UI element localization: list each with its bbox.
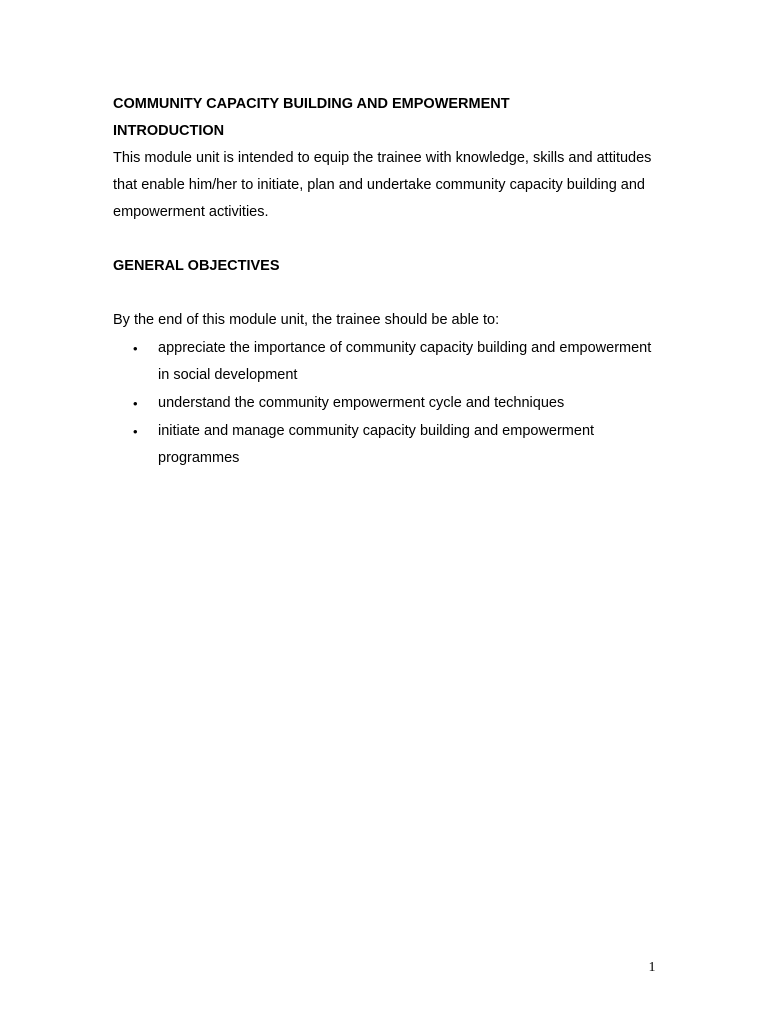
list-item-text: appreciate the importance of community capacity building and empowerment in social development xyxy=(158,340,652,383)
spacer xyxy=(113,226,653,253)
objectives-list xyxy=(113,335,653,472)
page-number: 1 xyxy=(648,960,656,975)
introduction-body: This module unit is intended to equip the trainee with knowledge, skills and attitudes that enable him/her to initiate, plan and undertake community capacity building and empowerment activities. xyxy=(113,150,652,220)
document-title: COMMUNITY CAPACITY BUILDING AND EMPOWERMENT xyxy=(113,96,510,112)
list-item xyxy=(113,390,653,417)
bullet-icon: • xyxy=(133,341,138,356)
bullet-icon: • xyxy=(133,396,138,411)
spacer xyxy=(113,280,653,307)
list-item-text: initiate and manage community capacity building and empowerment programmes xyxy=(158,423,595,466)
objectives-heading: GENERAL OBJECTIVES xyxy=(113,258,280,274)
page-content xyxy=(113,91,653,472)
list-item xyxy=(113,335,653,389)
list-item xyxy=(113,418,653,472)
objectives-lead: By the end of this module unit, the trainee should be able to: xyxy=(113,312,500,328)
list-item-text: understand the community empowerment cycle and techniques xyxy=(158,395,565,411)
introduction-heading: INTRODUCTION xyxy=(113,123,225,139)
bullet-icon: • xyxy=(133,424,138,439)
